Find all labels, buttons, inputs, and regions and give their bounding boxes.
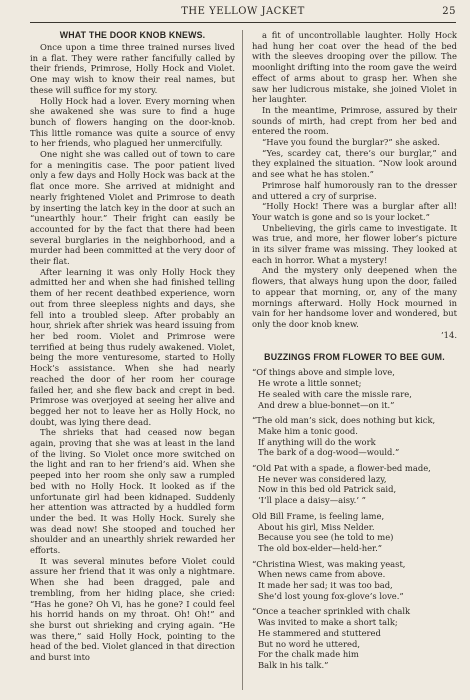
poem-line: Old Bill Frame, is feeling lame, xyxy=(252,510,385,521)
poem-stanza xyxy=(252,367,457,410)
story-title: WHAT THE DOOR KNOB KNEWS. xyxy=(59,30,206,40)
text-columns xyxy=(30,30,456,700)
poem-stanza xyxy=(252,463,457,506)
running-head xyxy=(30,0,456,23)
left-column xyxy=(30,30,235,663)
story-paragraph: Unbelieving, the girls came to investigate. It was true, and more, her flower lober’s picture in its silver frame was missing. They looked at each in horror. What a mystery! xyxy=(252,222,457,265)
poem-stanza xyxy=(252,606,457,670)
poem-line: He wrote a little sonnet; xyxy=(258,378,362,389)
poem-line: Now in this bed old Patrick said, xyxy=(258,484,397,495)
poem-line: About his girl, Miss Nelder. xyxy=(258,521,375,532)
poem-line: The old box-elder—held-her.” xyxy=(258,542,383,553)
story-paragraph: a fit of uncontrollable laughter. Holly Hock had hung her coat over the head of the bed with the sleeves drooping over the pillow. The moonlight drifting into the room gave the weird effect of arms about to grasp her. When she saw her ludicrous mistake, she joined Violet in her laughter. xyxy=(252,30,457,105)
story-paragraph: In the meantime, Primrose, assured by their sounds of mirth, had crept from her bed and entered the room. xyxy=(252,104,457,137)
story-paragraph: “Holly Hock! There was a burglar after all! Your watch is gone and so is your locket.” xyxy=(252,201,457,222)
poem-line: Balk in his talk.” xyxy=(258,659,329,670)
poem-line: And drew a blue-bonnet—on it.” xyxy=(258,399,395,410)
poem-line: “Once a teacher sprinkled with chalk xyxy=(252,606,411,617)
page-number: 25 xyxy=(442,6,456,17)
column-divider xyxy=(242,30,243,690)
poem-line: But no word he uttered, xyxy=(258,638,360,649)
poem-stanza xyxy=(252,559,457,602)
poem-line: He sealed with care the missle rare, xyxy=(258,388,412,399)
poem-line: If anything will do the work xyxy=(258,436,376,447)
poem-line: Because you see (he told to me) xyxy=(258,532,394,543)
story-paragraph: The shrieks that had ceased now began again, proving that she was at least in the land of the living. So Violet once more switched on the light and ran to her friend’s aid. When she peeped into her room she only saw a rumpled bed with no Holly Hock. It looked as if the unfortunate girl had been kidnaped. Suddenly her attention was attracted by a huddled form under the bed. It was Holly Hock. Surely she was dead now! She stooped and touched her shoulder and an unearthly shriek rewarded her efforts. xyxy=(30,427,235,556)
poem-line: It made her sad; it was too bad, xyxy=(258,580,393,591)
poem-stanza xyxy=(252,415,457,458)
poem-line: He never was considered lazy, xyxy=(258,473,387,484)
poem-title: BUZZINGS FROM FLOWER TO BEE GUM. xyxy=(264,352,445,363)
right-column xyxy=(252,30,457,676)
poem-line: When news came from above. xyxy=(258,569,386,580)
poem-line: She’d lost young fox-glove’s love.” xyxy=(258,590,404,601)
poem-line: “Christina Wiest, was making yeast, xyxy=(252,558,406,569)
author-signoff: ’14. xyxy=(441,329,457,340)
poem-line: “Old Pat with a spade, a flower-bed made, xyxy=(252,463,431,474)
poem-stanza xyxy=(252,511,457,554)
story-paragraph: Holly Hock had a lover. Every morning when she awakened she was sure to find a huge bunch of flowers hanging on the door-knob. This little romance was quite a source of envy to her friends, who plagued her unmercifully. xyxy=(30,95,235,149)
story-paragraph: Primrose half humorously ran to the dresser and uttered a cry of surprise. xyxy=(252,179,457,201)
story-paragraph: It was several minutes before Violet could assure her friend that it was only a nightmare. When she had been dragged, pale and trembling, from her hiding place, she cried: “Has he gone? Oh Vi, has he gone? I could feel his horrid hands on my throat. Oh! Oh!” and she burst out shrieking and crying again. “He was there,” said Holly Hock, pointing to the head of the bed. Violet glanced in that direction and burst into xyxy=(30,555,235,663)
poem-line: “Of things above and simple love, xyxy=(252,367,395,378)
story-paragraph: One night she was called out of town to care for a meningitis case. The poor patient lived only a few days and Holly Hock was back at the flat once more. She arrived at midnight and nearly frightened Violet and Primrose to death by inserting the latch key in the door at such an “unearthly hour.” Their fright can easily be accounted for by the fact that there had been several burglaries in the neighborhood, and a murder had been committed at the very door of their flat. xyxy=(30,149,235,267)
poem-line: Was invited to make a short talk; xyxy=(258,617,398,628)
poem-line: ‘I’ll place a daisy—aisy.’ ” xyxy=(258,495,366,506)
poem-line: Make him a tonic good. xyxy=(258,425,358,436)
poem-line: He stammered and stuttered xyxy=(258,627,381,638)
story-paragraph: After learning it was only Holly Hock they admitted her and when she had finished telling them of her recent deathbed experience, worn out from three sleepless nights and days, she fell into a troubled sleep. After probably an hour, shriek after shriek was heard issuing from her bed room. Violet and Primrose were terrified at being thus rudely awakened. Violet, being the more venturesome, started to Holly Hock’s assistance. When she had nearly reached the door of her room her courage failed her, and she flew back and crept in bed. Primrose was overjoyed at seeing her alive and begged her not to leave her as Holly Hock, no doubt, was lying there dead. xyxy=(30,266,235,427)
story-paragraph: Once upon a time three trained nurses lived in a flat. They were rather fancifully called by their friends, Primrose, Holly Hock and Violet. One may wish to know their real names, but these will suffice for my story. xyxy=(30,42,235,95)
poem-line: “The old man’s sick, does nothing but kick, xyxy=(252,415,436,426)
story-paragraph: “Have you found the burglar?” she asked. xyxy=(262,137,440,148)
story-paragraph: “Yes, scardey cat, there’s our burglar,” and they explained the situation. “Now look around and see what he has stolen.” xyxy=(252,147,457,180)
magazine-title: THE YELLOW JACKET xyxy=(181,6,305,17)
poem-line: The bark of a dog-wood—would.” xyxy=(258,447,400,458)
poem-line: For the chalk made him xyxy=(258,649,359,660)
story-paragraph: And the mystery only deepened when the flowers, that always hung upon the door, failed to appear that morning, or, any of the many mornings afterward. Holly Hock mourned in vain for her handsome lover and wondered, but only the door knob knew. xyxy=(252,265,457,329)
